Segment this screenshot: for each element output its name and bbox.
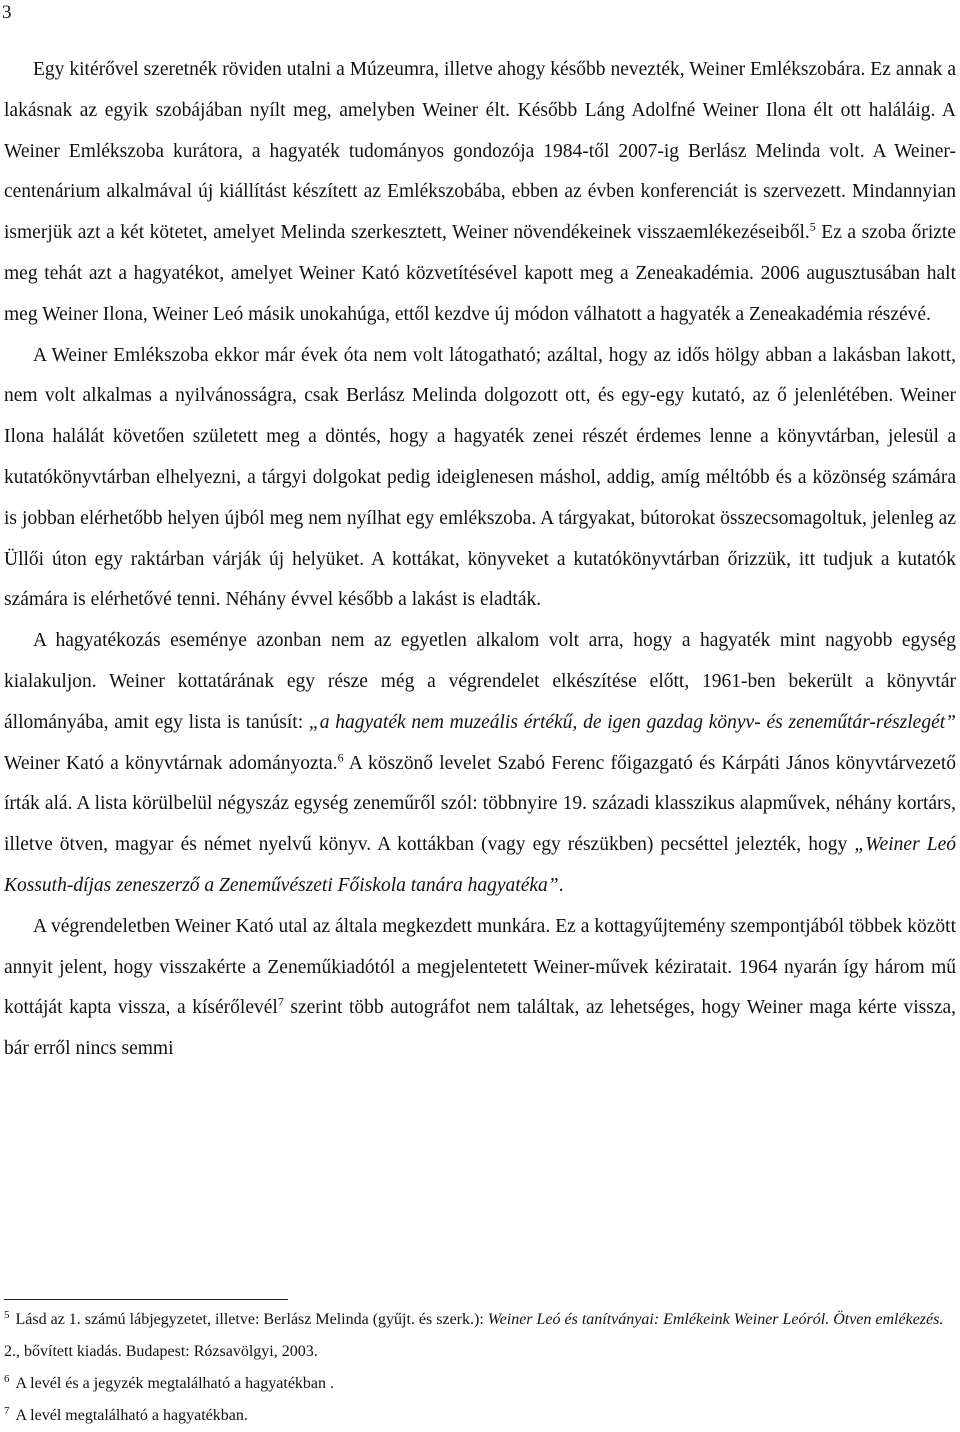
- footnote-6: [4, 1368, 956, 1400]
- paragraph-3: [4, 621, 956, 907]
- footnote-7-text: A levél megtalálható a hagyatékban.: [15, 1407, 248, 1424]
- paragraph-2-text: A Weiner Emlékszoba ekkor már évek óta nem volt látogatható; azáltal, hogy az idős hölgy abban a lakásban lakott, nem volt alkalmas a nyilvánosságra, csak Berlász Melinda dolgozott ott, és egy-egy kutató, az ő jelenlétében. Weiner Ilona halálát követően született meg a döntés, hogy a hagyaték zenei részét érdemes lenne a könyvtárban, jelesül a kutatókönyvtárban elhelyezni, a tárgyi dolgokat pedig ideiglenesen máshol, addig, amíg méltóbb és a közönség számára is jobban elérhetőbb helyen újból meg nem nyílhat egy emlékszoba. A tárgyakat, bútorokat összecsomagoltuk, jelenleg az Üllői úton egy raktárban várják új helyüket. A kottákat, könyveket a kutatókönyvtárban őrizzük, itt tudjuk a kutatók számára is elérhetővé tenni. Néhány évvel később a lakást is eladták.: [4, 344, 956, 611]
- footnote-5-text-b: 2., bővített kiadás. Budapest: Rózsavölgyi, 2003.: [4, 1343, 318, 1360]
- paragraph-3-text-a: A hagyatékozás eseménye azonban nem az egyetlen alkalom volt arra, hogy a hagyaték mint nagyobb egység kialakuljon. Weiner kottatárának egy része még a végrendelet elkészítése előtt, 1961-ben bekerült a könyvtár állományába, amit egy lista is tanúsít:: [4, 630, 956, 733]
- paragraph-1-text-b: Ez a szoba őrizte meg tehát azt a hagyatékot, amelyet Weiner Kató közvetítésével kapott meg a Zeneakadémia. 2006 augusztusában halt meg Weiner Ilona, Weiner Leó másik unokahúga, ettől kezdve új módon válhatott a hagyaték a Zeneakadémia részévé.: [4, 222, 956, 325]
- footnotes: [4, 1304, 956, 1432]
- footnote-5-title: Weiner Leó és tanítványai: Emlékeink Weiner Leóról. Ötven emlékezés.: [487, 1311, 944, 1328]
- footnote-6-text: A levél és a jegyzék megtalálható a hagyatékban .: [15, 1375, 335, 1392]
- footnote-number: 7: [4, 1404, 10, 1417]
- body-text: [4, 50, 956, 1070]
- paragraph-4-text-b: szerint több autográfot nem találtak, az lehetséges, hogy Weiner maga kérte vissza, bár erről nincs semmi: [4, 997, 957, 1060]
- footnote-number: 5: [4, 1308, 10, 1321]
- paragraph-1-text-a: Egy kitérővel szeretnék röviden utalni a Múzeumra, illetve ahogy később nevezték, Weiner Emlékszobára. Ez annak a lakásnak az egyik szobájában nyílt meg, amelyben Weiner élt. Később Láng Adolfné Weiner Ilona élt ott haláláig. A Weiner Emlékszoba kurátora, a hagyaték tudományos gondozója 1984-től 2007-ig Berlász Melinda volt. A Weiner-centenárium alkalmával új kiállítást készített az Emlékszobába, ebben az évben konferenciát is szervezett. Mindannyian ismerjük azt a két kötetet, amelyet Melinda szerkesztett, Weiner növendékeinek visszaemlékezéseiből.: [4, 59, 956, 244]
- footnote-5-text-a: Lásd az 1. számú lábjegyzetet, illetve: Berlász Melinda (gyűjt. és szerk.):: [15, 1311, 488, 1328]
- footnote-number: 6: [4, 1372, 10, 1385]
- footnote-5: [4, 1304, 956, 1368]
- footnote-7: [4, 1400, 956, 1432]
- paragraph-3-text-c: A köszönő levelet Szabó Ferenc főigazgató és Kárpáti János könyvtárvezető írták alá. A lista körülbelül négyszáz egység zeneműről szól: többnyire 19. századi klasszikus alapművek, néhány kortárs, illetve ötven, magyar és német nyelvű könyv. A kottákban (vagy egy részükben) pecséttel jelezték, hogy: [4, 752, 956, 856]
- footnote-separator: [4, 1299, 288, 1300]
- paragraph-2: [4, 336, 956, 622]
- footnote-ref-6[interactable]: 6: [337, 750, 344, 765]
- quote-hagyatek: „a hagyaték nem muzeális értékű, de igen gazdag könyv- és zeneműtár-részlegét”: [308, 711, 956, 733]
- paragraph-3-text-b: Weiner Kató a könyvtárnak adományozta.: [4, 752, 338, 774]
- quote-stamp: „Weiner Leó Kossuth-díjas zeneszerző a Zeneművészeti Főiskola tanára hagyatéka”: [4, 834, 956, 896]
- paragraph-4-text-a: A végrendeletben Weiner Kató utal az általa megkezdett munkára. Ez a kottagyűjtemény szempontjából többek között annyit jelent, hogy visszakérte a Zeneműkiadótól a megjelentetett Weiner-művek kéziratait. 1964 nyarán így három mű kottáját kapta vissza, a kísérőlevél: [4, 915, 956, 1019]
- footnote-ref-7[interactable]: 7: [277, 994, 284, 1009]
- paragraph-3-text-d: .: [558, 874, 564, 896]
- paragraph-1: [4, 50, 956, 336]
- page-number: 3: [2, 2, 12, 23]
- footnote-ref-5[interactable]: 5: [809, 219, 816, 234]
- paragraph-4: [4, 907, 956, 1070]
